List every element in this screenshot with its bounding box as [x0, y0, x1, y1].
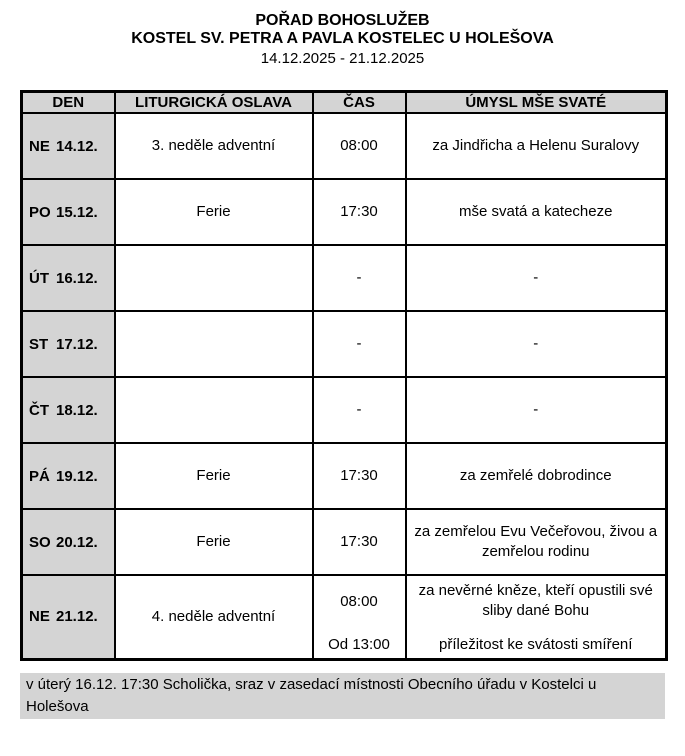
day-cell: [22, 443, 115, 509]
intention-cell: [406, 575, 667, 659]
intention-morning: za nevěrné kněze, kteří opustili své sliby dané Bohu: [418, 582, 653, 619]
col-header-time: ČAS: [313, 92, 406, 114]
table-row: [22, 443, 667, 509]
day-date: 14.12.: [56, 137, 98, 155]
intention-cell: za zemřelé dobrodince: [406, 443, 667, 509]
intention-cell: -: [406, 245, 667, 311]
day-abbr: NE: [29, 137, 50, 155]
church-name: KOSTEL SV. PETRA A PAVLA KOSTELEC U HOLEŠOVA: [131, 30, 554, 47]
intention-cell: mše svatá a katecheze: [406, 179, 667, 245]
day-abbr: SO: [29, 533, 51, 551]
intention-cell: za Jindřicha a Helenu Suralovy: [406, 113, 667, 179]
intention-cell: -: [406, 377, 667, 443]
time-cell: -: [313, 311, 406, 377]
time-afternoon: Od 13:00: [328, 635, 390, 653]
celebration-cell: 4. neděle adventní: [115, 575, 313, 659]
table-row: [22, 113, 667, 179]
day-cell: [22, 245, 115, 311]
celebration-cell: 3. neděle adventní: [115, 113, 313, 179]
day-abbr: ČT: [29, 401, 49, 419]
celebration-cell: [115, 245, 313, 311]
day-date: 15.12.: [56, 203, 98, 221]
day-date: 17.12.: [56, 335, 98, 353]
col-header-intention: ÚMYSL MŠE SVATÉ: [406, 92, 667, 114]
day-abbr: PÁ: [29, 467, 50, 485]
day-cell: [22, 311, 115, 377]
time-cell: 17:30: [313, 443, 406, 509]
col-header-celebration: LITURGICKÁ OSLAVA: [115, 92, 313, 114]
table-row: [22, 575, 667, 659]
day-date: 21.12.: [56, 608, 98, 626]
day-abbr: NE: [29, 608, 50, 626]
page-title: POŘAD BOHOSLUŽEB: [255, 12, 430, 29]
day-cell: [22, 509, 115, 575]
intention-cell: za zemřelou Evu Večeřovou, živou a zemřelou rodinu: [406, 509, 667, 575]
time-cell: -: [313, 245, 406, 311]
celebration-cell: Ferie: [115, 179, 313, 245]
table-row: [22, 509, 667, 575]
time-cell: -: [313, 377, 406, 443]
day-date: 20.12.: [56, 533, 98, 551]
table-row: [22, 311, 667, 377]
day-date: 16.12.: [56, 269, 98, 287]
celebration-cell: [115, 377, 313, 443]
time-morning: 08:00: [340, 593, 378, 610]
document-header: [0, 0, 685, 68]
time-cell: [313, 575, 406, 659]
time-cell: 08:00: [313, 113, 406, 179]
day-abbr: ÚT: [29, 269, 49, 287]
celebration-cell: Ferie: [115, 443, 313, 509]
day-date: 18.12.: [56, 401, 98, 419]
day-cell: [22, 575, 115, 659]
schedule-table: [20, 90, 668, 661]
col-header-day: DEN: [22, 92, 115, 114]
time-cell: 17:30: [313, 509, 406, 575]
intention-afternoon: příležitost ke svátosti smíření: [439, 635, 633, 653]
day-cell: [22, 377, 115, 443]
day-abbr: ST: [29, 335, 49, 353]
day-cell: [22, 179, 115, 245]
celebration-cell: Ferie: [115, 509, 313, 575]
footer-note: v úterý 16.12. 17:30 Scholička, sraz v zasedací místnosti Obecního úřadu v Kostelci u Holešova: [20, 673, 665, 719]
table-row: [22, 245, 667, 311]
intention-cell: -: [406, 311, 667, 377]
date-range: 14.12.2025 - 21.12.2025: [260, 50, 425, 67]
time-cell: 17:30: [313, 179, 406, 245]
day-cell: [22, 113, 115, 179]
table-row: [22, 377, 667, 443]
table-header-row: [22, 92, 667, 114]
table-row: [22, 179, 667, 245]
day-abbr: PO: [29, 203, 51, 221]
celebration-cell: [115, 311, 313, 377]
day-date: 19.12.: [56, 467, 98, 485]
